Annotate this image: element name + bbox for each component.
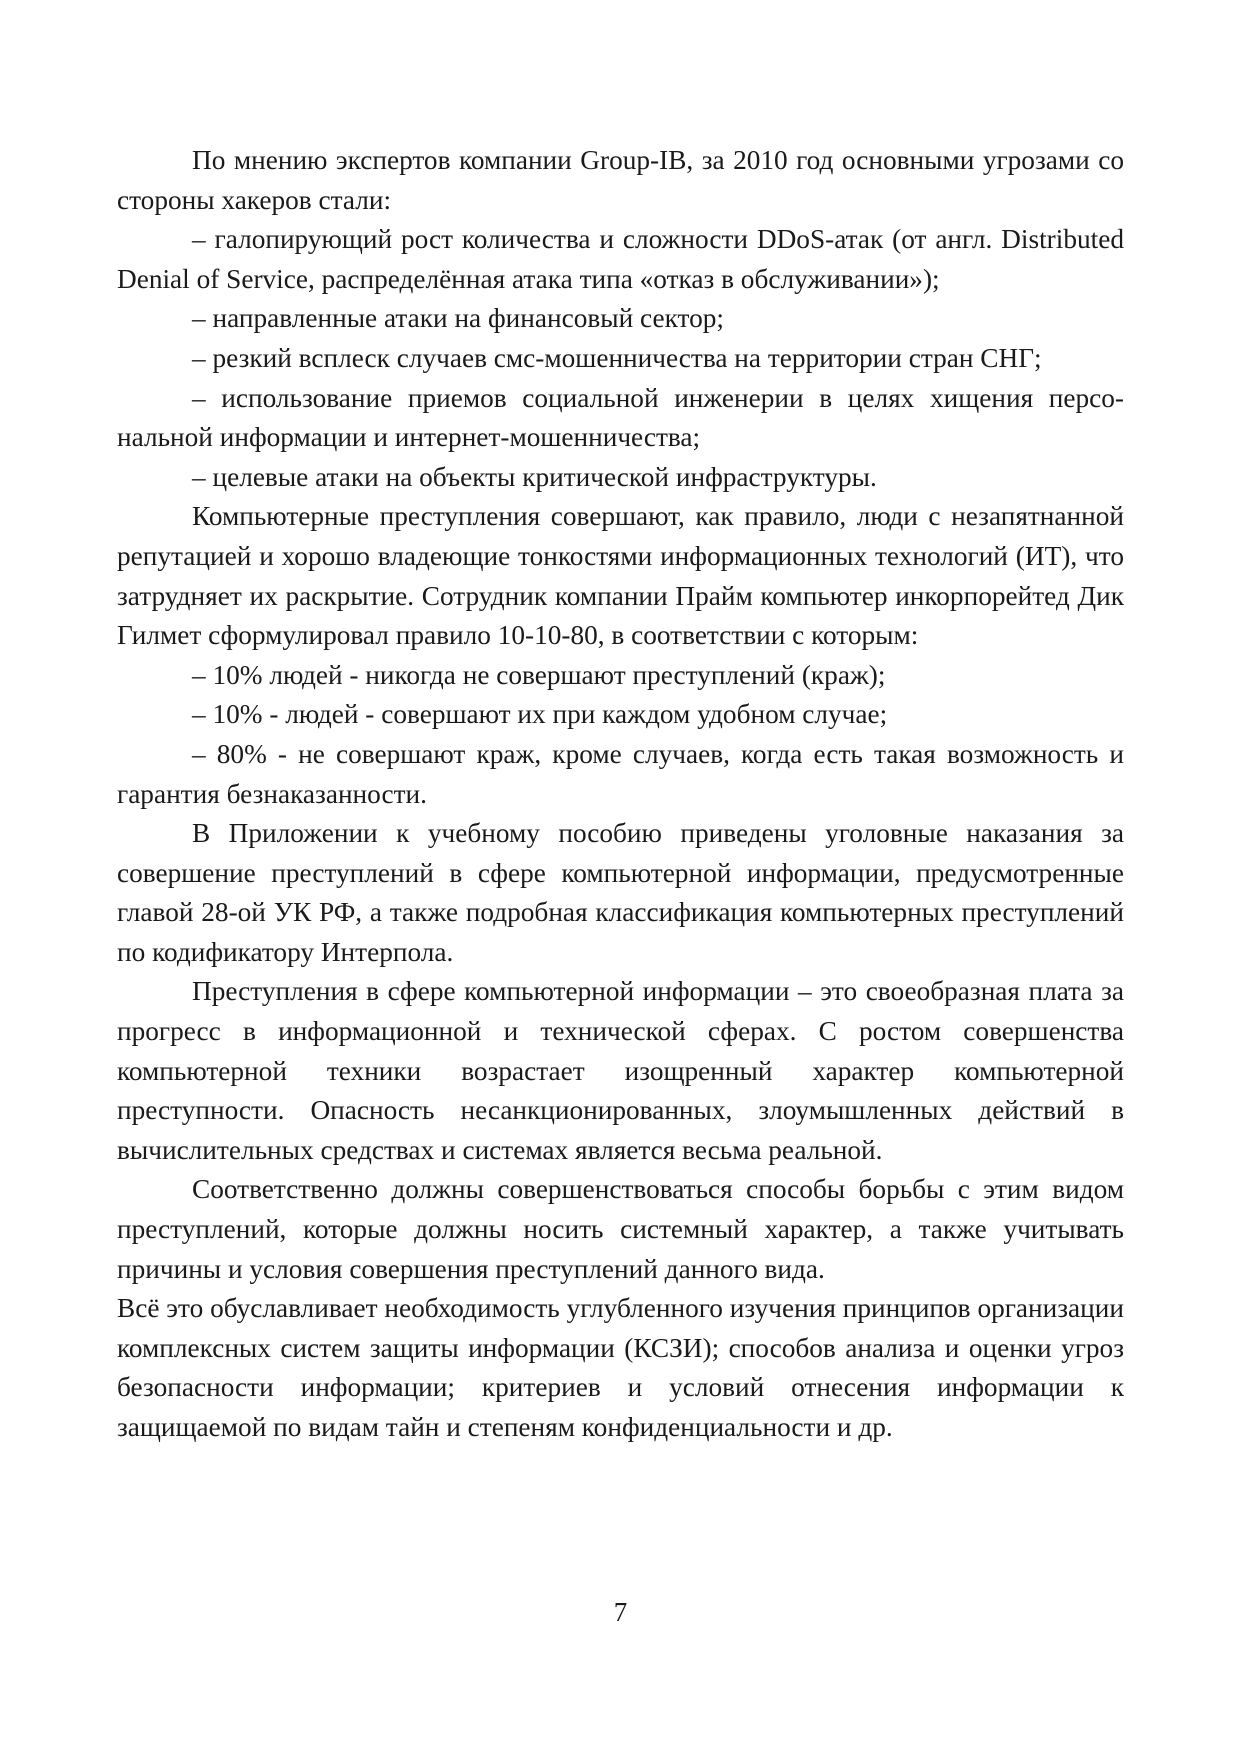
list-item: – 80% - не совершают краж, кроме случаев, когда есть такая возможность и гарантия безнаказанности. bbox=[117, 738, 1124, 809]
paragraph: Соответственно должны совершенствоваться способы борьбы с этим видом преступлений, которые должны носить системный характер, а также учитывать причины и условия совершения преступлений данного вида. bbox=[117, 1174, 1124, 1284]
paragraph: В Приложении к учебному пособию приведены уголовные наказания за совершение преступлений в сфере компьютерной информации, предусмотренные главой 28-ой УК РФ, а также подробная классификация компьютерных преступлений по кодификатору Интерпола. bbox=[117, 818, 1124, 967]
list-item: – резкий всплеск случаев смс-мошенничества на территории стран СНГ; bbox=[192, 342, 1042, 373]
paragraph: По мнению экспертов компании Group-IB, за 2010 год основными угрозами со стороны хакеров стали: bbox=[117, 145, 1124, 215]
list-item: – целевые атаки на объекты критической инфраструктуры. bbox=[192, 461, 877, 492]
paragraph: Преступления в сфере компьютерной информации – это своеобразная плата за прогресс в информационной и технической сферах. С ростом совершенства компьютерной техники возрастает изощренный характер компьютерной преступности. Опасность несанкционированных, злоумышленных действий в вычислительных средствах и системах является весьма реальной. bbox=[117, 976, 1124, 1165]
list-item: – использование приемов социальной инженерии в целях хищения персональной информации и интернет-мошенничества; bbox=[117, 382, 1124, 453]
page-number: 7 bbox=[613, 1597, 628, 1627]
list-item: – направленные атаки на финансовый сектор; bbox=[192, 303, 724, 334]
list-item: – галопирующий рост количества и сложности DDoS-атак (от англ. Distributed Denial of Service, распределённая атака типа «отказ в обслуживании»); bbox=[117, 224, 1124, 294]
list-item: – 10% людей - никогда не совершают преступлений (краж); bbox=[192, 659, 886, 690]
paragraph: Всё это обуславливает необходимость углубленного изучения принципов организации комплексных систем защиты информации (КСЗИ); способов анализа и оценки угроз безопасности информации; критериев и условий отнесения информации к защищаемой по видам тайн и степеням конфиденциальности и др. bbox=[117, 1293, 1124, 1442]
list-item: – 10% - людей - совершают их при каждом удобном случае; bbox=[192, 699, 888, 730]
paragraph: Компьютерные преступления совершают, как правило, люди с незапятнанной репутацией и хорошо владеющие тонкостями информационных технологий (ИТ), что затрудняет их раскрытие. Сотрудник компании Прайм компьютер инкорпорейтед Дик Гилмет сформулировал правило 10-10-80, в соответствии с которым: bbox=[117, 501, 1124, 651]
page-body bbox=[117, 141, 1124, 1448]
